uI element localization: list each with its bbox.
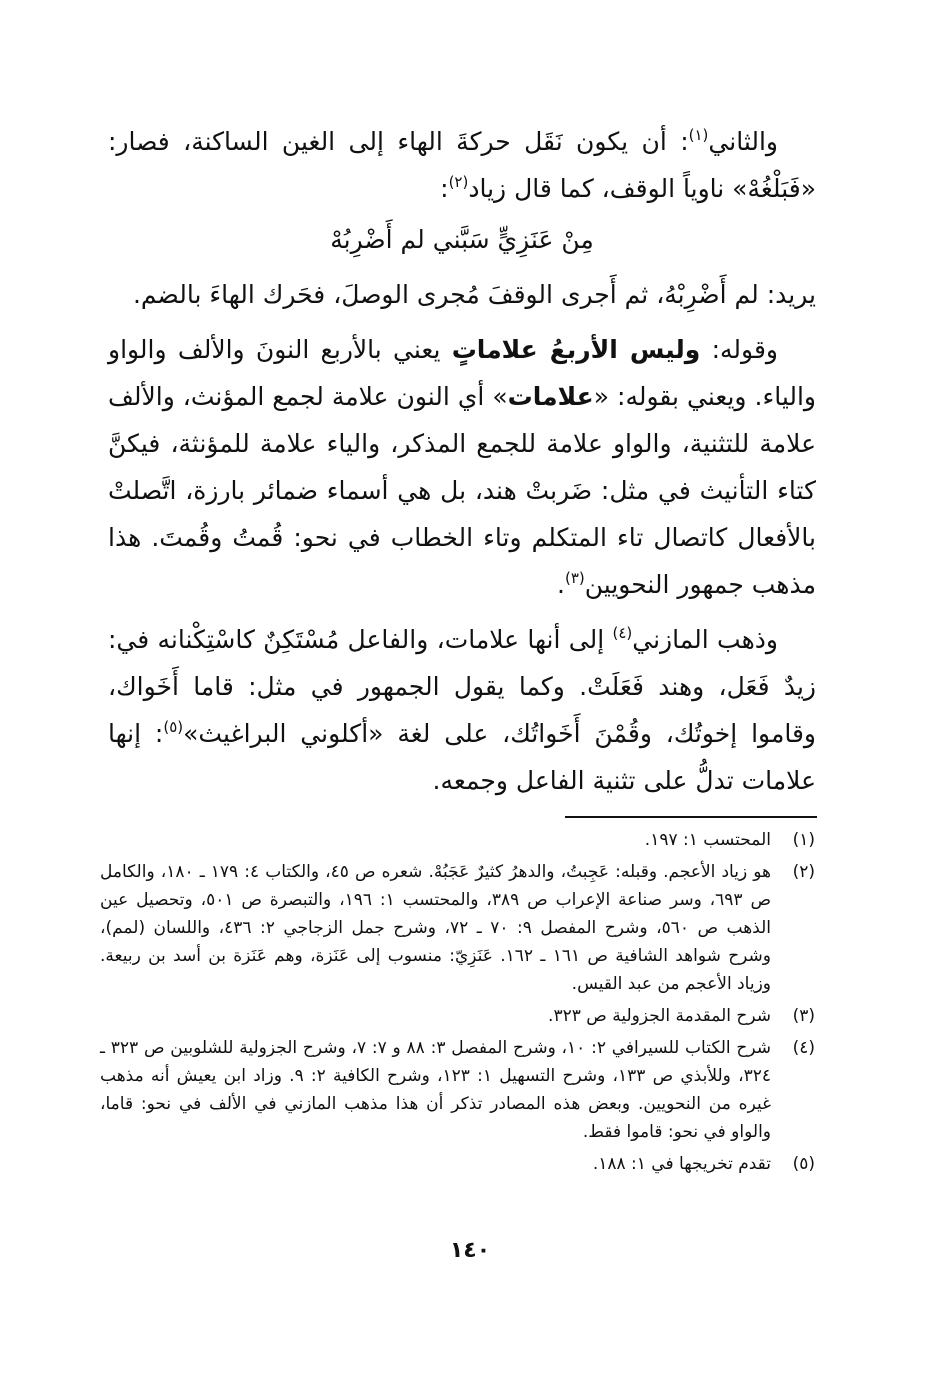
footnotes [100, 826, 815, 1182]
p4-text-b: إلى أنها علامات، والفاعل مُسْتَكِنٌ كاسْتِكْنانه في: زيدٌ فَعَل، وهند فَعَلَتْ. وكما يقول الجمهور في مثل: قاما أَخَواك، وقاموا إخوتُك، وقُمْنَ أَخَواتُك، على لغة «أكلوني البراغيث» [108, 625, 816, 748]
footnote-text: هو زياد الأعجم. وقبله: عَجِبتُ، والدهرُ كثيرٌ عَجَبُهْ. شعره ص ٤٥، والكتاب ٤: ١٧٩ ـ ١٨٠، والكامل ص ٦٩٣، وسر صناعة الإعراب ص ٣٨٩، والمحتسب ١: ١٩٦، والتبصرة ص ٥٠١، وتحصيل عين الذهب ص ٥٦٠، وشرح المفصل ٩: ٧٠ ـ ٧٢، وشرح جمل الزجاجي ٢: ٤٣٦، واللسان (لمم)، وشرح شواهد الشافية ص ١٦١ ـ ١٦٢. عَنَزِيّ: منسوب إلى عَنَزة، وهم عَنَزة بن أسد بن ربيعة. وزياد الأعجم من عبد القيس. [100, 862, 772, 994]
footnote-ref-1: (١) [688, 126, 709, 144]
footnote-number: (٢) [792, 862, 815, 882]
footnote [100, 1034, 815, 1146]
p3-bold-phrase: وليس الأربعُ علاماتٍ [451, 335, 701, 364]
p3-text-c: » أي النون علامة لجمع المؤنث، والألف علامة للتثنية، والواو علامة للجمع المذكر، والياء علامة للمؤنثة، فيكنَّ كتاء التأنيث في مثل: ضَربتْ هند، بل هي أسماء ضمائر بارزة، اتَّصلتْ بالأفعال كاتصال تاء المتكلم وتاء الخطاب في نحو: قُمتُ وقُمتَ. هذا مذهب جمهور النحويين [108, 382, 816, 599]
p3-text-a: وقوله: [700, 335, 778, 364]
page-number: ١٤٠ [449, 1238, 491, 1263]
footnote-ref-4: (٤) [612, 624, 633, 642]
p4-text-c: : إنها علامات تدلُّ على تثنية الفاعل وجمعه. [108, 719, 816, 795]
footnote [100, 1002, 815, 1030]
footnote-text: شرح الكتاب للسيرافي ٢: ١٠، وشرح المفصل ٣: ٨٨ و ٧: ٧، وشرح الجزولية للشلوبين ص ٣٢٣ ـ ٣٢٤، وللأبذي ص ١٣٣، وشرح التسهيل ١: ١٢٣، وشرح الكافية ٢: ٩. وزاد ابن يعيش أنه مذهب غيره من النحويين. وبعض هذه المصادر تذكر أن هذا مذهب المازني في الألف في نحو: قاما، والواو في نحو: قاموا فقط. [100, 1038, 772, 1142]
p3-text-b: يعني بالأربع النونَ والألف والواو والياء. ويعني بقوله: « [108, 335, 816, 411]
footnote-text: شرح المقدمة الجزولية ص ٣٢٣. [548, 1006, 771, 1026]
p1-text-c: : [440, 174, 449, 203]
paragraph-1 [108, 118, 816, 212]
footnote-ref-3: (٣) [564, 569, 585, 587]
footnote [100, 858, 815, 998]
paragraph-3 [108, 326, 816, 608]
footnote-number: (٣) [792, 1006, 815, 1026]
footnote-number: (٤) [792, 1038, 815, 1058]
footnote-number: (١) [792, 830, 815, 850]
verse-line: مِنْ عَنَزِيٍّ سَبَّني لم أَضْرِبُهْ [330, 225, 594, 254]
footnote [100, 826, 815, 854]
p4-text-a: وذهب المازني [632, 625, 778, 654]
footnote-separator [565, 816, 817, 818]
footnote-text: المحتسب ١: ١٩٧. [644, 830, 771, 850]
main-text [108, 118, 816, 804]
p1-text-a: والثاني [708, 127, 778, 156]
footnote-ref-2: (٢) [448, 173, 469, 191]
p3-bold-word: علامات [507, 382, 594, 411]
footnote-text: تقدم تخريجها في ١: ١٨٨. [592, 1154, 771, 1174]
p3-text-d: . [557, 570, 565, 599]
footnote-ref-5: (٥) [163, 718, 184, 736]
footnote-number: (٥) [792, 1154, 815, 1174]
footnote [100, 1150, 815, 1178]
paragraph-4 [108, 616, 816, 804]
p1-text-b: : أن يكون نَقَل حركةَ الهاء إلى الغين الساكنة، فصار: «فَبَلْغُهْ» ناوياً الوقف، كما قال زياد [108, 127, 816, 203]
paragraph-2: يريد: لم أَضْرِبْهُ، ثم أَجرى الوقفَ مُجرى الوصلَ، فحَرك الهاءَ بالضم. [132, 280, 816, 309]
